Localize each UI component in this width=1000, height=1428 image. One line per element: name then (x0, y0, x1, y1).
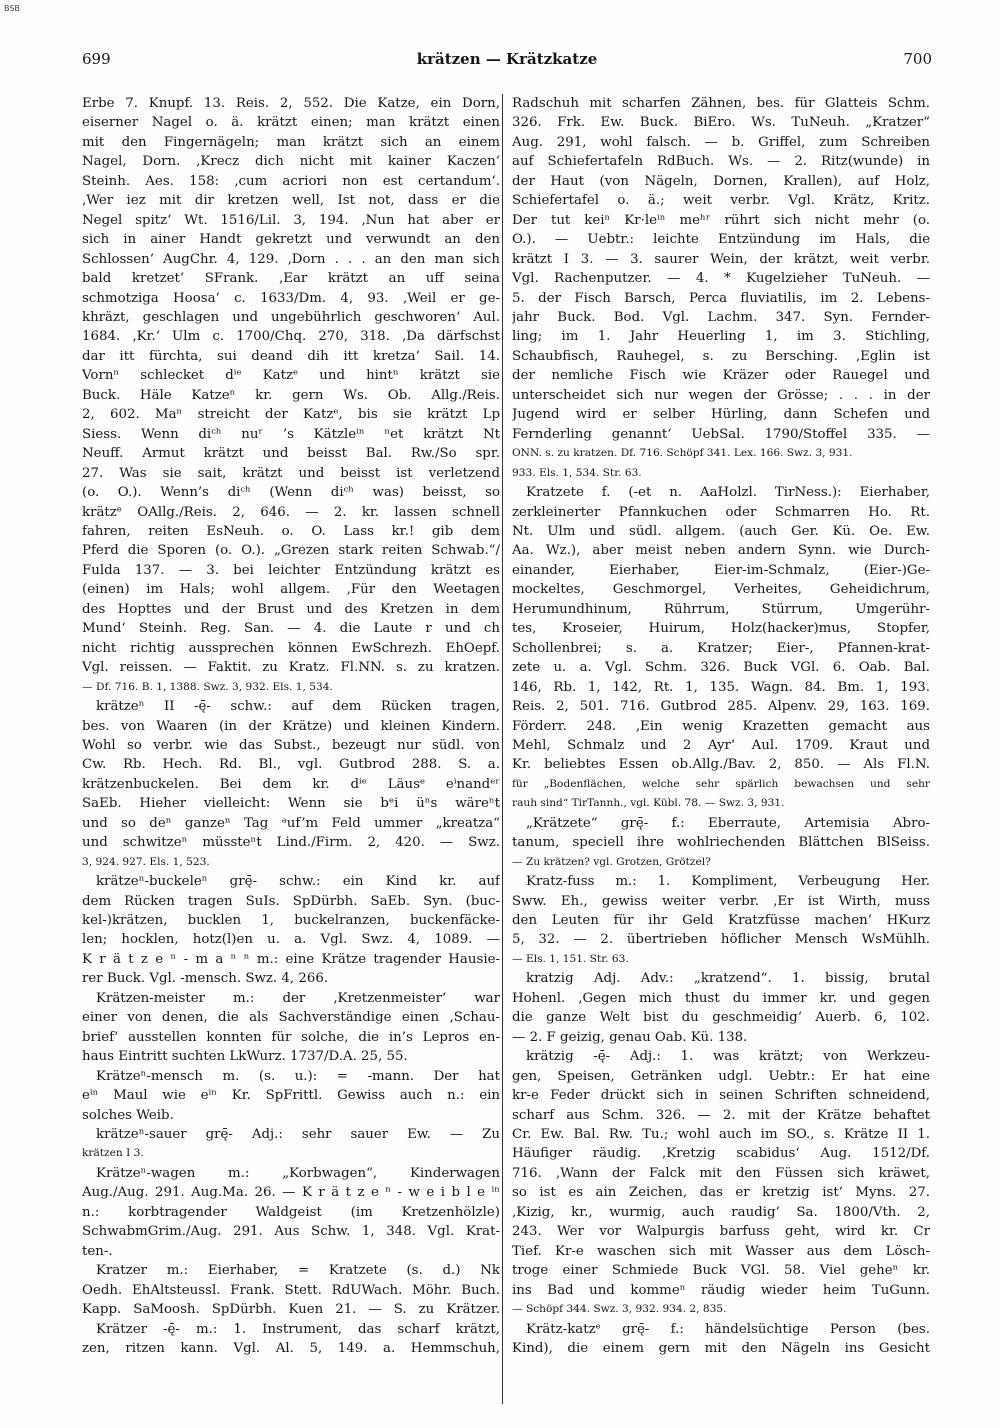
text-line: — Df. 716. B. 1, 1388. Swz. 3, 932. Els. 1, 534. (82, 680, 333, 693)
text-line: jahr Buck. Bod. Vgl. Lachm. 347. Syn. Fernder- (512, 309, 930, 325)
text-line: Aug. 291, wohl falsch. — b. Griffel, zum Schreiben (512, 134, 930, 150)
text-line: ‚Wer iez mit dir kretzen well, Ist not, dass er die (82, 193, 500, 209)
text-line: Cr. Ew. Bal. Rw. Tu.; wohl auch im SO., s. Krätze II 1. (512, 1127, 930, 1143)
text-line: Krätz-katzᵉ grę̄- f.: händelsüchtige Person (bes. (526, 1321, 930, 1337)
text-line: krätzeⁿ-sauer grę̄- Adj.: sehr sauer Ew. — Zu (96, 1127, 500, 1143)
text-line: sich in ainer Handt gekretzt und verwundt an den (82, 232, 500, 248)
text-line: auf Schiefertafeln RdBuch. Ws. — 2. Ritz(wunde) in (512, 154, 930, 170)
text-line: khräzt, geschlagen und ungebührlich geschworen‘ Aul. (82, 309, 500, 325)
text-line: der Haut (von Nägeln, Dornen, Krallen), auf Holz, (512, 173, 930, 189)
text-line: Vgl. reissen. — Faktit. zu Kratz. Fl.NN. s. zu kratzen. (82, 660, 500, 676)
text-line: Kapp. SaMoosh. SpDürbh. Kuen 21. — S. zu Krätzer. (82, 1302, 500, 1318)
text-line: einander, Eierhaber, Eier-im-Schmalz, (Eier-)Ge- (512, 562, 930, 578)
text-line: schmotziga Hoosa‘ c. 1633/Dm. 4, 93. ‚Weil er ge- (82, 290, 500, 306)
text-line: und schwitzeⁿ müssteⁿt Lind./Firm. 2, 420. — Swz. (82, 835, 500, 851)
text-line: zete u. a. Vgl. Schm. 326. Buck VGl. 6. Oab. Bal. (512, 660, 930, 676)
text-line: len; hocklen, hotz(l)en u. a. Vgl. Swz. 4, 1089. — (82, 932, 500, 948)
text-line: unterscheidet sich nur wegen der Grösse; . . . in der (512, 387, 930, 403)
text-line: Förderr. 248. ‚Ein wenig Krazetten gemacht aus (512, 718, 930, 734)
text-line: Jugend wird er selber Hürling, dann Schefen und (512, 407, 930, 423)
text-line: Mund‘ Steinh. Reg. San. — 4. die Laute r und ch (82, 621, 500, 637)
text-line: 27. Was sie sait, krätzt und beisst ist verletzend (82, 465, 500, 481)
text-line: rer Buck. Vgl. -mensch. Swz. 4, 266. (82, 971, 329, 987)
text-line: einer von denen, die als Sachverständige einen ‚Schau- (82, 1010, 500, 1026)
text-line: Sww. Eh., gewiss weiter verbr. ‚Er ist Wirth, muss (512, 893, 930, 909)
column-divider (502, 94, 503, 1404)
text-line: (einen) im Hals; wohl allgem. ‚Für den Weetagen (82, 582, 500, 598)
text-line: — Zu krätzen? vgl. Grotzen, Grötzel? (512, 855, 711, 868)
text-line: Kr. beliebtes Essen ob.Allg./Bav. 2, 850. — Als Fl.N. (512, 757, 930, 773)
text-line: (o. O.). Wenn’s diᶜʰ (Wenn diᶜʰ was) beisst, so (82, 485, 500, 501)
text-line: Buck. Häle Katzeⁿ kr. gern Ws. Ob. Allg./Reis. (82, 387, 500, 403)
text-line: kel-)krätzen, bucklen 1, buckelranzen, buckenfäcke- (82, 913, 500, 929)
text-line: Schiefertafel o. ä.; weit verbr. Vgl. Krätz, Kritz. (512, 193, 930, 209)
text-line: Krätzer -ę̄- m.: 1. Instrument, das scharf krätzt, (96, 1321, 500, 1337)
text-line: Neuff. Armut krätzt und beisst Bal. Rw./So spr. (82, 446, 500, 462)
text-line: Pferd die Sporen (o. O.). „Grezen stark reiten Schwab.“/ (82, 543, 500, 559)
text-line: Vgl. Rachenputzer. — 4. * Kugelzieher TuNeuh. — (512, 271, 930, 287)
text-line: ONN. s. zu kratzen. Df. 716. Schöpf 341. Lex. 166. Swz. 3, 931. (512, 447, 853, 460)
text-line: 1684. ‚Kr.‘ Ulm c. 1700/Chq. 270, 318. ‚Da därfschst (82, 329, 500, 345)
text-line: Wohl so verbr. wie das Subst., bezeugt nur südl. von (82, 737, 500, 753)
text-line: krätzeⁿ II -ę̄- schw.: auf dem Rücken tragen, (96, 699, 500, 715)
text-line: rauh sind“ TirTannh., vgl. Kübl. 78. — Swz. 3, 931. (512, 797, 785, 810)
text-line: 326. Frk. Ew. Buck. BiEro. Ws. TuNeuh. „Kratzer“ (512, 115, 930, 131)
text-line: Radschuh mit scharfen Zähnen, bes. für Glatteis Schm. (512, 96, 930, 111)
left-column (82, 94, 500, 1358)
running-head (82, 50, 932, 72)
text-line: ling; im 1. Jahr Heuerling 1, im 3. Stichling, (512, 329, 930, 345)
text-line: bes. von Waaren (in der Krätze) und kleinen Kindern. (82, 718, 500, 734)
text-line: mit den Fingernägeln; man krätzt sich an einem (82, 134, 500, 150)
text-line: krätzig -ę̄- Adj.: 1. was krätzt; von Werkzeu- (526, 1049, 930, 1065)
text-line: bald kretzet‘ SFrank. ‚Ear krätzt an uff seina (82, 271, 500, 287)
text-line: Aa. Wz.), aber meist neben andern Synn. wie Durch- (512, 543, 930, 559)
text-line: K r ä t z e ⁿ - m a ⁿ ⁿ m.: eine Krätze tragender Hausie- (82, 951, 500, 967)
text-line: eiserner Nagel o. ä. krätzt einen; man krätzt einen (82, 115, 500, 131)
text-line: krätzeⁿ-buckeleⁿ grę̄- schw.: ein Kind kr. auf (96, 874, 500, 890)
text-line: Fernderling genannt‘ UebSal. 1790/Stoffel 335. — (512, 426, 930, 442)
text-line: scharf aus Schm. 326. — 2. mit der Krätze behaftet (512, 1107, 930, 1123)
text-line: SchwabmGrim./Aug. 291. Aus Schw. 1, 348. Vgl. Krat- (82, 1224, 500, 1240)
text-line: krätzen I 3. (82, 1147, 144, 1160)
text-line: kratzig Adj. Adv.: „kratzend“. 1. bissig, brutal (526, 971, 930, 987)
text-line: Herumundhinum, Rührrum, Stürrum, Umgerühr- (512, 601, 930, 617)
text-line: Schollenbrei; s. a. Kratzer; Eier-, Pfannen-krat- (512, 640, 930, 656)
text-line: eⁱⁿ Maul wie eⁱⁿ Kr. SpFrittl. Gewiss auch n.: ein (82, 1088, 500, 1104)
text-line: mockeltes, Geschmorgel, Verheites, Geheidichrum, (512, 582, 930, 598)
text-line: solches Weib. (82, 1107, 174, 1123)
text-line: Nt. Ulm und südl. allgem. (auch Ger. Kü. Oe. Ew. (512, 523, 930, 539)
text-line: Cw. Rb. Hech. Rd. Bl., vgl. Gutbrod 288. S. a. (82, 757, 500, 773)
text-line: krätzᵉ OAllg./Reis. 2, 646. — 2. kr. lassen schnell (82, 504, 500, 520)
text-line: — Schöpf 344. Swz. 3, 932. 934. 2, 835. (512, 1303, 727, 1316)
page-number-right: 700 (903, 50, 932, 68)
text-line: troge einer Schmiede Buck VGl. 58. Viel geheⁿ kr. (512, 1263, 930, 1279)
text-line: Steinh. Aes. 158: ‚cum acriori non est certandum‘. (82, 173, 500, 189)
text-line: Siess. Wenn diᶜʰ nuʳ ’s Kätzleⁱⁿ ⁿet krätzt Nt (82, 426, 500, 442)
text-line: 146, Rb. 1, 142, Rt. 1, 135. Wagn. 84. Bm. 1, 193. (512, 679, 930, 695)
text-line: für „Bodenflächen, welche sehr spärlich bewachsen und sehr (512, 777, 930, 790)
text-line: nicht richtig aussprechen können EwSchrezh. EhOepf. (82, 640, 500, 656)
text-line: zen, ritzen kann. Vgl. Al. 5, 149. a. Hemmschuh, (82, 1341, 500, 1356)
text-line: „Krätzete“ grę̄- f.: Eberraute, Artemisia Abro- (526, 815, 930, 831)
text-line: Erbe 7. Knupf. 13. Reis. 2, 552. Die Katze, ein Dorn, (82, 96, 500, 111)
text-line: 5, 32. — 2. übertrieben höflicher Mensch WsMühlh. (512, 932, 930, 948)
text-line: gen, Speisen, Getränken udgl. Uebtr.: Er hat eine (512, 1068, 930, 1084)
text-line: kr-e Feder drückt sich in seinen Schriften schneidend, (512, 1088, 930, 1104)
text-line: brief‘ ausstellen konnten für solche, die in’s Lepros en- (82, 1029, 500, 1045)
text-line: 3, 924. 927. Els. 1, 523. (82, 855, 210, 868)
text-line: 243. Wer vor Walpurgis barfuss geht, wird kr. Cr (512, 1224, 930, 1240)
text-line: O.). — Uebtr.: leichte Entzündung im Hals, die (512, 232, 930, 248)
text-line: SaEb. Hieher vielleicht: Wenn sie bᵉi üⁿs wäreⁿt (82, 796, 500, 812)
text-line: Kratzer m.: Eierhaber, = Kratzete (s. d.) Nk (96, 1263, 500, 1279)
text-line: Hohenl. ‚Gegen mich thust du immer kr. und gegen (512, 990, 930, 1006)
text-line: Kratz-fuss m.: 1. Kompliment, Verbeugung Her. (526, 874, 930, 890)
text-line: Mehl, Schmalz und 2 Ayr‘ Aul. 1709. Kraut und (512, 737, 930, 753)
text-line: des Hopttes und der Brust und des Kretzen in dem (82, 601, 500, 617)
text-line: 2, 602. Maⁿ streicht der Katzᵉ, bis sie krätzt Lp (82, 407, 500, 423)
text-line: tanum, speciell ihre wohlriechenden Blättchen BlSeiss. (512, 835, 930, 851)
library-stamp: BSB (4, 4, 20, 13)
text-line: 5. der Fisch Barsch, Perca fluviatilis, im 2. Lebens- (512, 290, 930, 306)
text-line: Schaubfisch, Rauhegel, s. zu Bersching. ‚Eglin ist (512, 348, 930, 364)
text-line: 933. Els. 1, 534. Str. 63. (512, 466, 642, 479)
text-line: Der tut keiⁿ Kr·leⁱⁿ meʰʳ rührt sich nicht mehr (o. (512, 212, 930, 228)
text-line: Reis. 2, 501. 716. Gutbrod 285. Alpenv. 29, 163. 169. (512, 699, 930, 715)
text-line: die ganze Welt bist du geschmeidig‘ Auerb. 6, 102. (512, 1010, 930, 1026)
text-line: den Leuten für ihr Geld Kratzfüsse machen‘ HKurz (512, 913, 930, 929)
text-line: der nemliche Fisch wie Kräzer oder Rauegel und (512, 368, 930, 384)
text-line: — Els. 1, 151. Str. 63. (512, 952, 629, 965)
text-line: Fulda 137. — 3. bei leichter Entzündung krätzt es (82, 562, 500, 578)
text-line: Oedh. EhAltsteussl. Frank. Stett. RdUWach. Möhr. Buch. (82, 1282, 500, 1298)
text-line: Nagel, Dorn. ‚Krecz dich nicht mit kainer Kaczen‘ (82, 154, 500, 170)
text-line: Häufiger räudig. ‚Kretzig scabidus‘ Aug. 1512/Df. (512, 1146, 930, 1162)
text-line: 716. ‚Wann der Falck mit den Füssen sich kräwet, (512, 1165, 930, 1181)
text-line: Negel spitz‘ Wt. 1516/Lil. 3, 194. ‚Nun hat aber er (82, 212, 500, 228)
text-line: fahren, reiten EsNeuh. o. O. Lass kr.! gib dem (82, 523, 500, 539)
text-line: krätzt I 3. — 3. saurer Wein, der krätzt, weit verbr. (512, 251, 930, 267)
text-line: Vornⁿ schlecket dⁱᵉ Katzᵉ und hintⁿ krätzt sie (82, 368, 500, 384)
text-line: Krätzeⁿ-wagen m.: „Korbwagen“, Kinderwagen (96, 1165, 500, 1181)
right-column (512, 94, 930, 1358)
text-line: dem Rücken tragen SuIs. SpDürbh. SaEb. Syn. (buc- (82, 893, 500, 909)
text-line: Kratzete f. (-et n. AaHolzl. TirNess.): Eierhaber, (526, 485, 930, 501)
text-line: n.: korbtragender Waldgeist (im Kretzenhölzle) (82, 1204, 500, 1220)
text-line: krätzenbuckelen. Bei dem kr. dⁱᵉ Läusᵉ eⁱnandᵉʳ (82, 776, 500, 792)
text-line: dar itt fürchta, sui deand dih itt kretza‘ Sail. 14. (82, 348, 500, 364)
text-line: Tief. Kr-e waschen sich mit Wasser aus dem Lösch- (512, 1243, 930, 1259)
text-line: Krätzeⁿ-mensch m. (s. u.): = -mann. Der hat (96, 1068, 500, 1084)
text-line: so ist es ain Zeichen, das er kretzig ist‘ Myns. 27. (512, 1185, 930, 1201)
text-line: ten-. (82, 1243, 113, 1259)
text-line: Kind), die einem gern mit den Nägeln ins Gesicht (512, 1341, 930, 1356)
text-line: ins Bad und kommeⁿ räudig wieder heim TuGunn. (512, 1282, 930, 1298)
text-line: Schlossen‘ AugChr. 4, 129. ‚Dorn . . . an den man sich (82, 251, 500, 267)
text-line: — 2. F geizig, genau Oab. Kü. 138. (512, 1029, 748, 1045)
page-number-left: 699 (82, 50, 111, 68)
text-line: zerkleinerter Pfannkuchen oder Schmarren Ho. Rt. (512, 504, 930, 520)
text-line: ‚Kizig, kr., wurmig, auch raudig‘ Sa. 1800/Vth. 2, (512, 1204, 930, 1220)
text-line: Aug./Aug. 291. Aug.Ma. 26. — K r ä t z e ⁿ - w e i b l e ⁱⁿ (82, 1185, 500, 1201)
page-title: krätzen — Krätzkatze (416, 50, 598, 68)
text-line: tes, Kroseier, Huirum, Holz(hacker)mus, Stopfer, (512, 621, 930, 637)
text-line: Krätzen-meister m.: der ‚Kretzenmeister‘ war (96, 990, 500, 1006)
text-line: und so deⁿ ganzeⁿ Tag ᵃuf’m Feld ummer „kreatza“ (82, 815, 500, 831)
text-line: haus Eintritt suchten LkWurz. 1737/D.A. 25, 55. (82, 1049, 408, 1065)
